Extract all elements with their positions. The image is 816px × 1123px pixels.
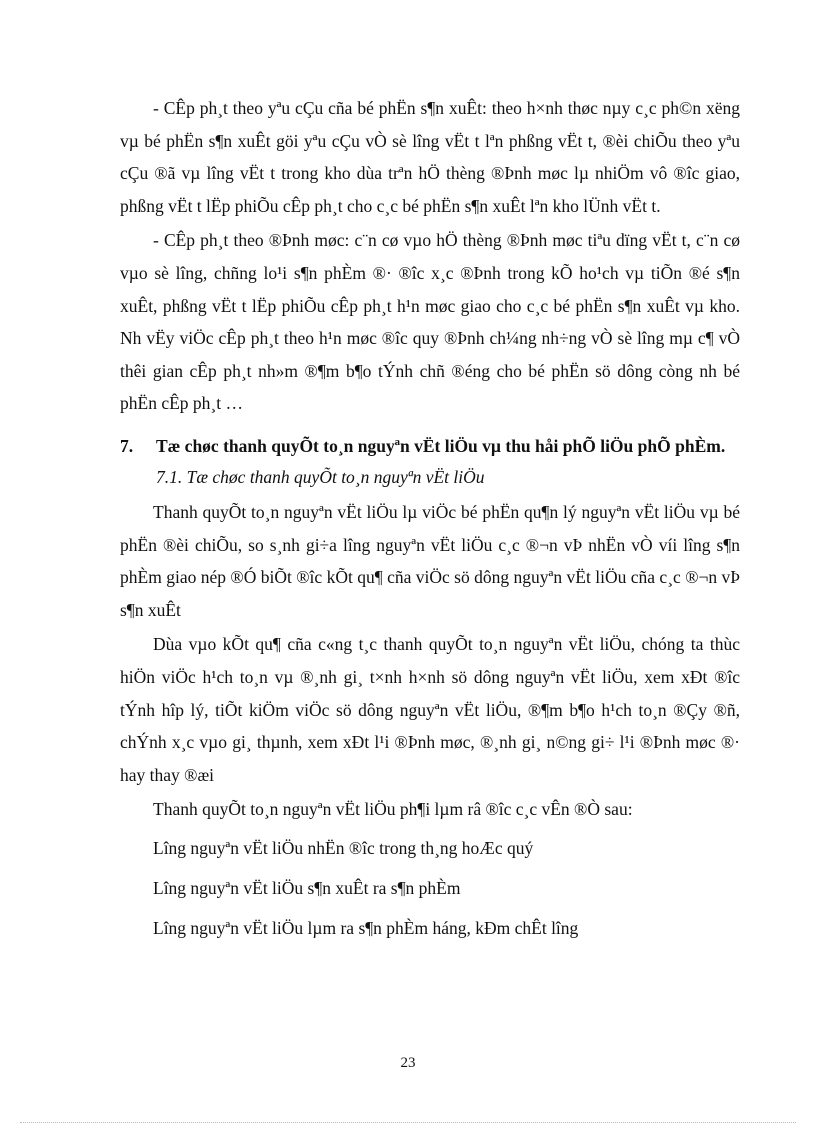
paragraph-settlement-requirements: Thanh quyÕt to¸n nguyªn vËt liÖu ph¶i lµm râ ®îc c¸c vÊn ®Ò sau: (153, 799, 633, 820)
page-number: 23 (400, 1055, 416, 1071)
page-content (120, 92, 740, 948)
section-title: Tæ chøc thanh quyÕt to¸n nguyªn vËt liÖu vµ thu håi phÕ liÖu phÕ phÈm. (156, 435, 726, 456)
list-item: Lîng nguyªn vËt liÖu s¶n xuÊt ra s¶n phÈm (153, 877, 461, 898)
paragraph-supply-by-norm: - CÊp ph¸t theo ®Þnh møc: c¨n cø vµo hÖ thèng ®Þnh møc tiªu dïng vËt t, c¨n cø vµo sè lîng, chñng lo¹i s¶n phÈm ®· ®îc x¸c ®Þnh trong kÕ ho¹ch vµ tiÕn ®é s¶n xuÊt, phßng vËt t lËp phiÕu cÊp ph¸t h¹n møc giao cho c¸c bé phËn s¶n xuÊt vµ kho. Nh vËy viÖc cÊp ph¸t theo h¹n møc ®îc quy ®Þnh ch¼ng nh÷ng vÒ sè lîng mµ c¶ vÒ thêi gian cÊp ph¸t nh»m ®¶m b¶o tÝnh chñ ®éng cho bé phËn sö dông còng nh bé phËn cÊp ph¸t … (120, 230, 740, 414)
paragraph-supply-by-request: - CÊp ph¸t theo yªu cÇu cña bé phËn s¶n xuÊt: theo h×nh thøc nµy c¸c ph©n xëng vµ bé phËn s¶n xuÊt göi yªu cÇu vÒ sè lîng vËt t lªn phßng vËt t, ®èi chiÕu theo yªu cÇu ®ã vµ lîng vËt t trong kho dùa trªn hÖ thèng ®Þnh møc lµ nhiÖm vô ®îc giao, phßng vËt t lËp phiÕu cÊp ph¸t cho c¸c bé phËn s¶n xuÊt lªn kho lÜnh vËt t. (120, 98, 740, 216)
paragraph-settlement-definition: Thanh quyÕt to¸n nguyªn vËt liÖu lµ viÖc bé phËn qu¶n lý nguyªn vËt liÖu vµ bé phËn ®èi chiÕu, so s¸nh gi÷a lîng nguyªn vËt liÖu c¸c ®¬n vÞ nhËn vÒ víi lîng s¶n phÈm giao nép ®Ó biÕt ®îc kÕt qu¶ cña viÖc sö dông nguyªn vËt liÖu cña c¸c ®¬n vÞ s¶n xuÊt (120, 501, 740, 620)
list-item: Lîng nguyªn vËt liÖu lµm ra s¶n phÈm háng, kÐm chÊt lîng (153, 917, 579, 938)
list-item: Lîng nguyªn vËt liÖu nhËn ®îc trong th¸ng hoÆc quý (153, 837, 534, 858)
subsection-heading: 7.1. Tæ chøc thanh quyÕt to¸n nguyªn vËt liÖu (156, 466, 485, 487)
paragraph-settlement-results: Dùa vµo kÕt qu¶ cña c«ng t¸c thanh quyÕt to¸n nguyªn vËt liÖu, chóng ta thùc hiÖn viÖc h¹ch to¸n vµ ®¸nh gi¸ t×nh h×nh sö dông nguyªn vËt liÖu, xem xÐt ®îc tÝnh hîp lý, tiÕt kiÖm viÖc sö dông nguyªn vËt liÖu, ®¶m b¶o h¹ch to¸n ®Çy ®ñ, chÝnh x¸c vµo gi¸ thµnh, xem xÐt l¹i ®Þnh møc, ®¸nh gi¸ n©ng gi÷ l¹i ®Þnh møc ®· hay thay ®æi (120, 634, 740, 785)
section-heading (120, 434, 740, 458)
section-number: 7. (120, 435, 134, 456)
